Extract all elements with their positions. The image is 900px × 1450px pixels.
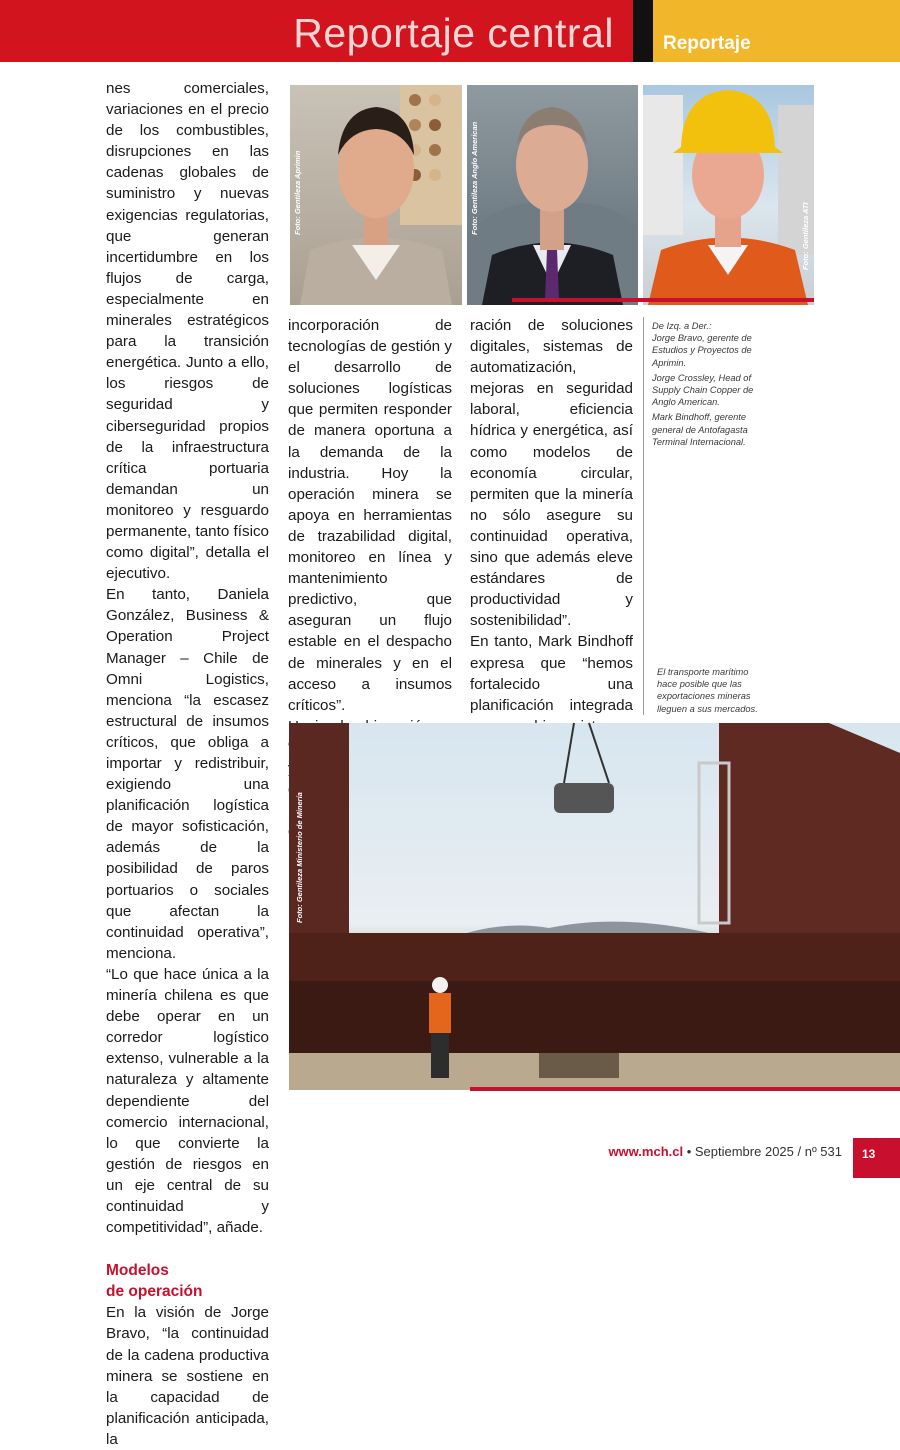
- photo-credit: Foto: Gentileza ATI: [801, 202, 810, 270]
- paragraph: En tanto, Mark Bindhoff expresa que “hemos fortalecido una planificación integrada: [470, 633, 633, 714]
- subheading-line-2: de operación: [106, 1283, 203, 1301]
- photo-credit: Foto: Gentileza Ministerio de Minería: [295, 792, 304, 923]
- paragraph: “Lo que hace única a la minería chilena es que debe operar en un corredor logístico extenso, vulnerable a la naturaleza y altamente dependiente del comercio internacional, lo que convierte la gestión de riesgos en un eje central de su continuidad y competitividad”, añade.: [106, 965, 269, 1237]
- section-label: Reportaje: [663, 33, 751, 54]
- paragraph: En la visión de Jorge Bravo, “la continuidad de la cadena productiva minera se sostiene en la capacidad de planificación anticipada, la: [106, 1304, 269, 1448]
- paragraph: nes comerciales, variaciones en el precio de los combustibles, disrupciones en las cadenas globales de suministro y nuevas exigencias regulatorias, que generan incertidumbre en los flujos de carga, especialmente en minerales estratégicos para la transición energética. Junto a ello, los riesgos de seguridad y ciberseguridad propios de la infraestructura crítica portuaria demandan un monitoreo y resguardo permanente, tanto físico como digital”, detalla el ejecutivo.: [106, 80, 269, 583]
- paragraph: ración de soluciones digitales, sistemas de automatización, mejoras en seguridad laboral, eficiencia hídrica y energética, así como modelos de economía circular, permiten que la minería no sólo asegure su continuidad operativa, sino que además eleve estándares de productividad y sostenibilidad”.: [470, 317, 633, 630]
- portrait-illustration: [467, 85, 638, 305]
- portrait-illustration: [290, 85, 462, 305]
- caption-line: Jorge Bravo, gerente de Estudios y Proyectos de Aprimin.: [652, 333, 752, 368]
- red-rule: [512, 298, 814, 302]
- caption-line: De Izq. a Der.:: [652, 321, 712, 331]
- red-rule: [470, 1087, 900, 1091]
- photo-ship-loading: [289, 723, 900, 1090]
- caption-divider: [643, 317, 644, 715]
- article-column-1: [106, 78, 269, 1450]
- page-number: 13: [853, 1138, 900, 1178]
- header-black-stripe: [633, 0, 653, 62]
- portrait-illustration: [643, 85, 814, 305]
- photo-mark-bindhoff: [643, 85, 814, 305]
- website-link[interactable]: www.mch.cl: [608, 1144, 684, 1159]
- photo-jorge-bravo: [290, 85, 462, 305]
- photo-credit: Foto: Gentileza Anglo American: [470, 121, 479, 235]
- caption-line: Jorge Crossley, Head of Supply Chain Copper de Anglo American.: [652, 372, 754, 408]
- photo-jorge-crossley: [467, 85, 638, 305]
- portraits-caption: [652, 320, 770, 451]
- footer-info: [608, 1144, 842, 1159]
- ship-illustration: [289, 723, 900, 1090]
- photo-credit: Foto: Gentileza Aprimin: [293, 150, 302, 235]
- paragraph: En tanto, Daniela González, Business & Operation Project Manager – Chile de Omni Logistics, menciona “la escasez estructural de insumos críticos, que obliga a importar y redistribuir, exigiendo una planificación logística de mayor sofisticación, además de la posibilidad de paros portuarios o sociales que afectan la continuidad operativa”, menciona.: [106, 586, 269, 962]
- issue-info: • Septiembre 2025 / nº 531: [683, 1144, 842, 1159]
- paragraph: incorporación de tecnologías de gestión y el desarrollo de soluciones logísticas que permiten responder de manera oportuna a la demanda de la industria. Hoy la operación minera se apoya en herramientas de trazabilidad digital, monitoreo en línea y mantenimiento predictivo, que aseguran un flujo estable en el despacho de minerales y en el acceso a insumos críticos”.: [288, 317, 452, 714]
- page-title: Reportaje central: [293, 10, 614, 56]
- caption-line: Mark Bindhoff, gerente general de Antofagasta Terminal Internacional.: [652, 412, 748, 447]
- subheading: [106, 1260, 269, 1302]
- ship-caption: El transporte marítimo hace posible que las exportaciones mineras lleguen a sus mercados.: [657, 667, 758, 714]
- subheading-line-1: Modelos: [106, 1262, 169, 1280]
